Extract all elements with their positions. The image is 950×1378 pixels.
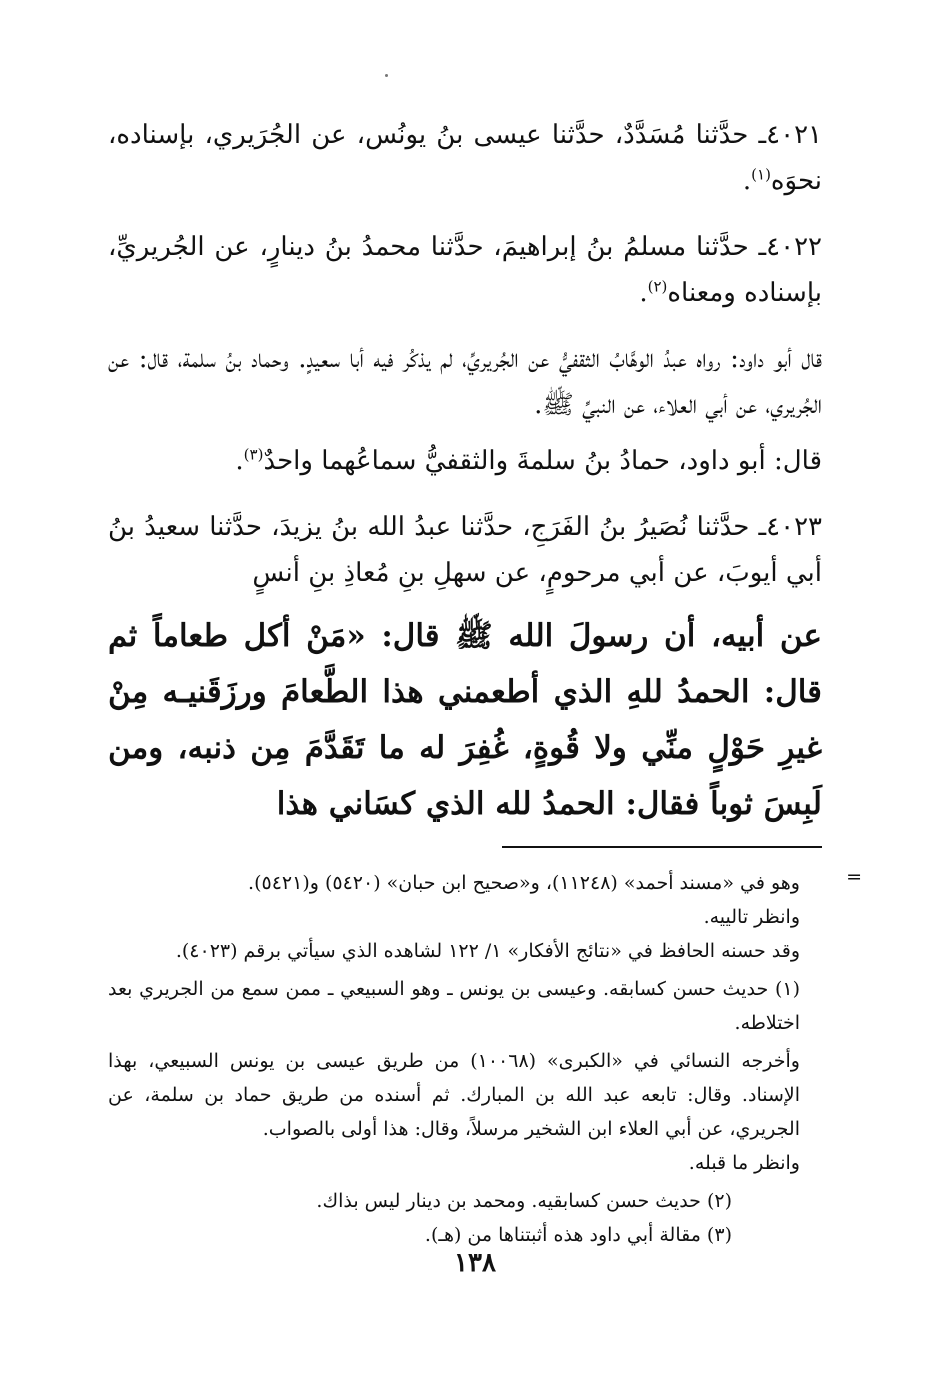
footnote-line: وهو في «مسند أحمد» (١١٢٤٨)، و«صحيح ابن حبان» (٥٤٢٠) و(٥٤٢١).	[248, 872, 800, 894]
footnote-ref: (١)	[751, 165, 771, 184]
hadith-4023-matn: عن أبيه، أن رسولَ الله ﷺ قال: «مَنْ أكل طعاماً ثم قال: الحمدُ للهِ الذي أطعمني هذا الطَّعامَ ورزَقَنيـه مِنْ غيرِ حَوْلٍ منِّي ولا قُوةٍ، غُفِرَ له ما تَقَدَّمَ مِن ذنبه، ومن لَبِسَ ثوباً فقال: الحمدُ لله الذي كسَاني هذا	[108, 618, 822, 822]
footnote-line: وقد حسنه الحافظ في «نتائج الأفكار» ١/ ١٢٢ لشاهده الذي سيأتي برقم (٤٠٢٣).	[175, 940, 800, 962]
abu-dawud-comment-2	[108, 438, 822, 484]
sentence-end: .	[639, 278, 648, 308]
hadith-number: ٤٠٢٣	[766, 512, 822, 542]
hadith-4023-isnad	[108, 504, 822, 596]
abu-dawud-comment-1: قال أبو داود: رواه عبدُ الوهَّابُ الثقفيُّ عن الجُريريِّ، لم يذكُر فيه أبا سعيدٍ. وحماد بنُ سلمة، قال: عن الجُريري، عن أبي العلاء، عن النبيِّ ﷺ.	[108, 344, 822, 420]
footnote-ref: (٣)	[243, 445, 264, 464]
hadith-text: ـ حدَّثنا مُسَدَّدٌ، حدَّثنا عيسى بنُ يونُس، عن الجُرَيري، بإسناده، نحوَه	[108, 120, 822, 196]
continuation-mark: =	[846, 866, 862, 888]
scan-speck	[385, 74, 388, 77]
main-text	[108, 112, 822, 832]
page-number: ١٣٨	[454, 1248, 496, 1278]
hadith-text: ـ حدَّثنا مسلمُ بنُ إبراهيمَ، حدَّثنا محمدُ بنُ دينارٍ، عن الجُريريِّ، بإسناده ومعناه	[108, 232, 822, 308]
sentence-end: .	[742, 166, 752, 196]
footnote-continuation	[108, 866, 862, 968]
hadith-4021	[108, 112, 822, 204]
hadith-number: ٤٠٢٢	[766, 232, 822, 262]
hadith-text: ـ حدَّثنا نُصَيرُ بنُ الفَرَجِ، حدَّثنا عبدُ الله بنُ يزيدَ، حدَّثنا سعيدُ بنُ أبي أيوبَ، عن أبي مرحومٍ، عن سهلِ بنِ مُعاذِ بنِ أنسٍ	[108, 512, 822, 588]
footnote-2: (٢) حديث حسن كسابقيه. ومحمد بن دينار ليس بذاك.	[316, 1190, 732, 1212]
hadith-number: ٤٠٢١	[766, 120, 822, 150]
footnote-1-continued: وأخرجه النسائي في «الكبرى» (١٠٠٦٨) من طريق عيسى بن يونس السبيعي، بهذا الإسناد. وقال: تابعه عبد الله بن المبارك. ثم أسنده من طريق حماد بن سلمة، عن الجريري، عن أبي العلاء ابن الشخير مرسلاً، وقال: هذا أولى بالصواب.	[108, 1050, 800, 1140]
footnote-3: (٣) مقالة أبي داود هذه أثبتناها من (هـ).	[424, 1224, 732, 1246]
comment-text: قال: أبو داود، حمادُ بنُ سلمةَ والثقفيُّ سماعُهما واحدٌ	[263, 446, 822, 476]
hadith-4022	[108, 224, 822, 316]
footnote-divider	[502, 846, 822, 848]
footnotes	[108, 866, 862, 1252]
footnote-1-see-also: وانظر ما قبله.	[688, 1152, 800, 1174]
footnote-line: وانظر تالييه.	[703, 906, 800, 928]
footnote-ref: (٢)	[647, 277, 668, 296]
footnote-1: (١) حديث حسن كسابقه. وعيسى بن يونس ـ وهو السبيعي ـ ممن سمع من الجريري بعد اختلاطه.	[108, 978, 800, 1034]
sentence-end: .	[235, 446, 244, 476]
